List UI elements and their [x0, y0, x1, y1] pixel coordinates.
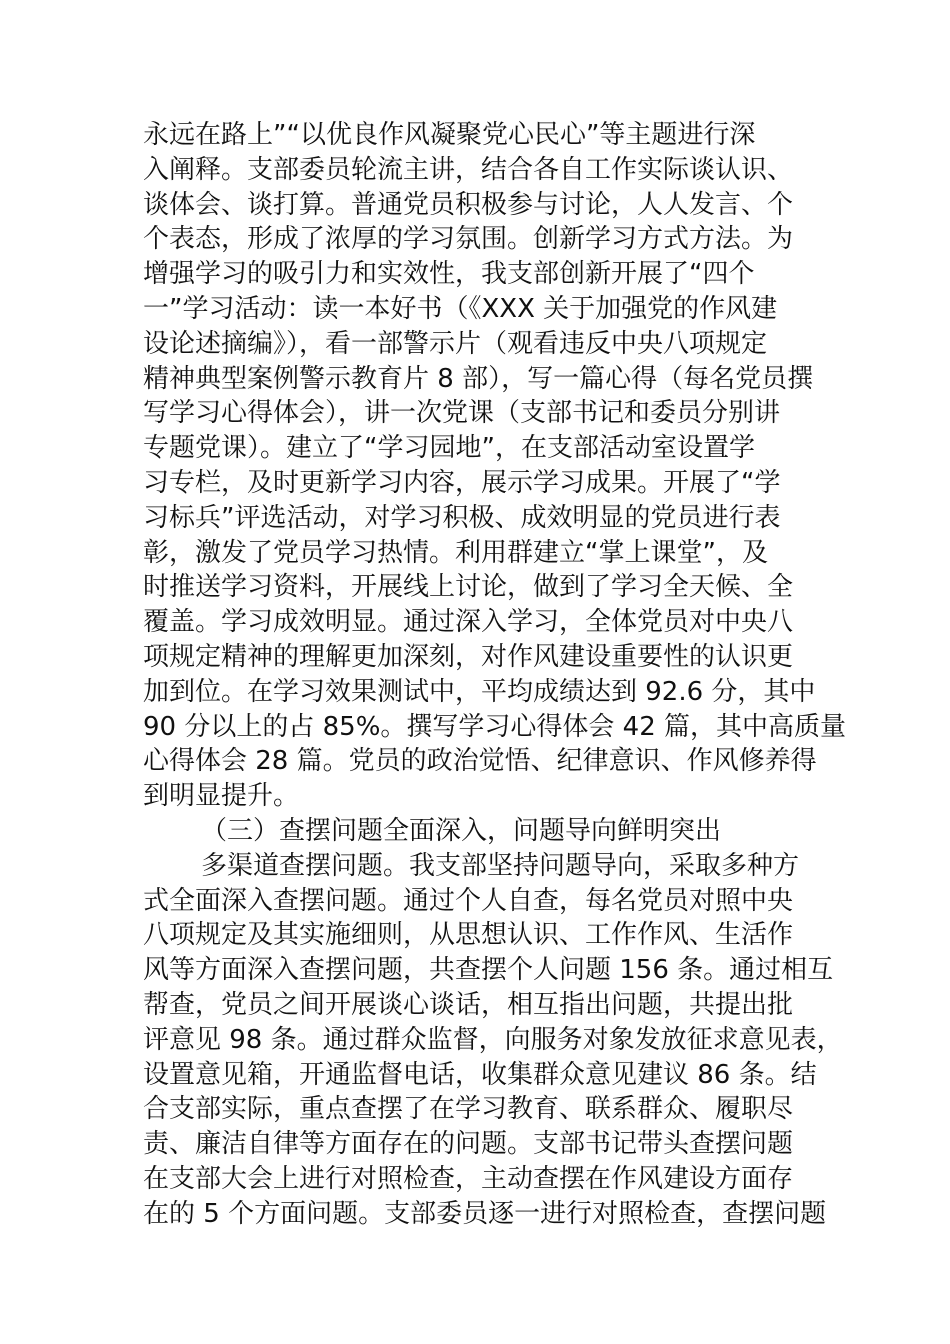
text-line: 时推送学习资料，开展线上讨论，做到了学习全天候、全 — [143, 572, 794, 603]
text-line: 习标兵”评选活动，对学习积极、成效明显的党员进行表 — [143, 502, 781, 533]
text-line: 设论述摘编》），看一部警示片（观看违反中央八项规定 — [143, 328, 768, 359]
text-line: 写学习心得体会），讲一次党课（支部书记和委员分别讲 — [143, 398, 781, 429]
text-line: 加到位。在学习效果测试中，平均成绩达到 92.6 分，其中 — [143, 676, 816, 707]
text-line: 式全面深入查摆问题。通过个人自查，每名党员对照中央 — [143, 885, 794, 916]
text-line: 合支部实际，重点查摆了在学习教育、联系群众、履职尽 — [143, 1094, 794, 1125]
document-body — [143, 118, 847, 1232]
text-line: 在支部大会上进行对照检查，主动查摆在作风建设方面存 — [143, 1163, 794, 1194]
text-line: 到明显提升。 — [143, 781, 300, 812]
text-line: 增强学习的吸引力和实效性，我支部创新开展了“四个 — [143, 259, 755, 290]
text-line: 90 分以上的占 85%。撰写学习心得体会 42 篇，其中高质量 — [143, 711, 847, 742]
text-line: 一”学习活动：读一本好书（《XXX 关于加强党的作风建 — [143, 293, 778, 324]
text-line: 习专栏，及时更新学习内容，展示学习成果。开展了“学 — [143, 467, 781, 498]
text-line: 在的 5 个方面问题。支部委员逐一进行对照检查，查摆问题 — [143, 1198, 827, 1229]
text-line: 帮查，党员之间开展谈心谈话，相互指出问题，共提出批 — [143, 989, 794, 1020]
text-line: 精神典型案例警示教育片 8 部），写一篇心得（每名党员撰 — [143, 363, 814, 394]
text-line: 永远在路上”“以优良作风凝聚党心民心”等主题进行深 — [143, 120, 756, 150]
text-line: 覆盖。学习成效明显。通过深入学习，全体党员对中央八 — [143, 607, 794, 638]
text-line: 责、廉洁自律等方面存在的问题。支部书记带头查摆问题 — [143, 1129, 794, 1160]
text-line: 风等方面深入查摆问题，共查摆个人问题 156 条。通过相互 — [143, 955, 834, 986]
text-line: 专题党课）。建立了“学习园地”，在支部活动室设置学 — [143, 433, 755, 464]
text-line: 入阐释。支部委员轮流主讲，结合各自工作实际谈认识、 — [143, 154, 794, 185]
text-line: 谈体会、谈打算。普通党员积极参与讨论，人人发言、个 — [143, 189, 794, 220]
text-line: 评意见 98 条。通过群众监督，向服务对象发放征求意见表， — [143, 1024, 843, 1055]
text-line: 个表态，形成了浓厚的学习氛围。创新学习方式方法。为 — [143, 224, 794, 255]
text-line: 心得体会 28 篇。党员的政治觉悟、纪律意识、作风修养得 — [143, 746, 817, 777]
text-line: 设置意见箱，开通监督电话，收集群众意见建议 86 条。结 — [143, 1059, 817, 1090]
text-line: 多渠道查摆问题。我支部坚持问题导向，采取多种方 — [201, 850, 800, 881]
text-line: 彰，激发了党员学习热情。利用群建立“掌上课堂”，及 — [143, 537, 768, 568]
text-line: 项规定精神的理解更加深刻，对作风建设重要性的认识更 — [143, 641, 794, 672]
section-heading: （三）查摆问题全面深入，问题导向鲜明突出 — [201, 815, 722, 846]
text-line: 八项规定及其实施细则，从思想认识、工作作风、生活作 — [143, 920, 794, 951]
